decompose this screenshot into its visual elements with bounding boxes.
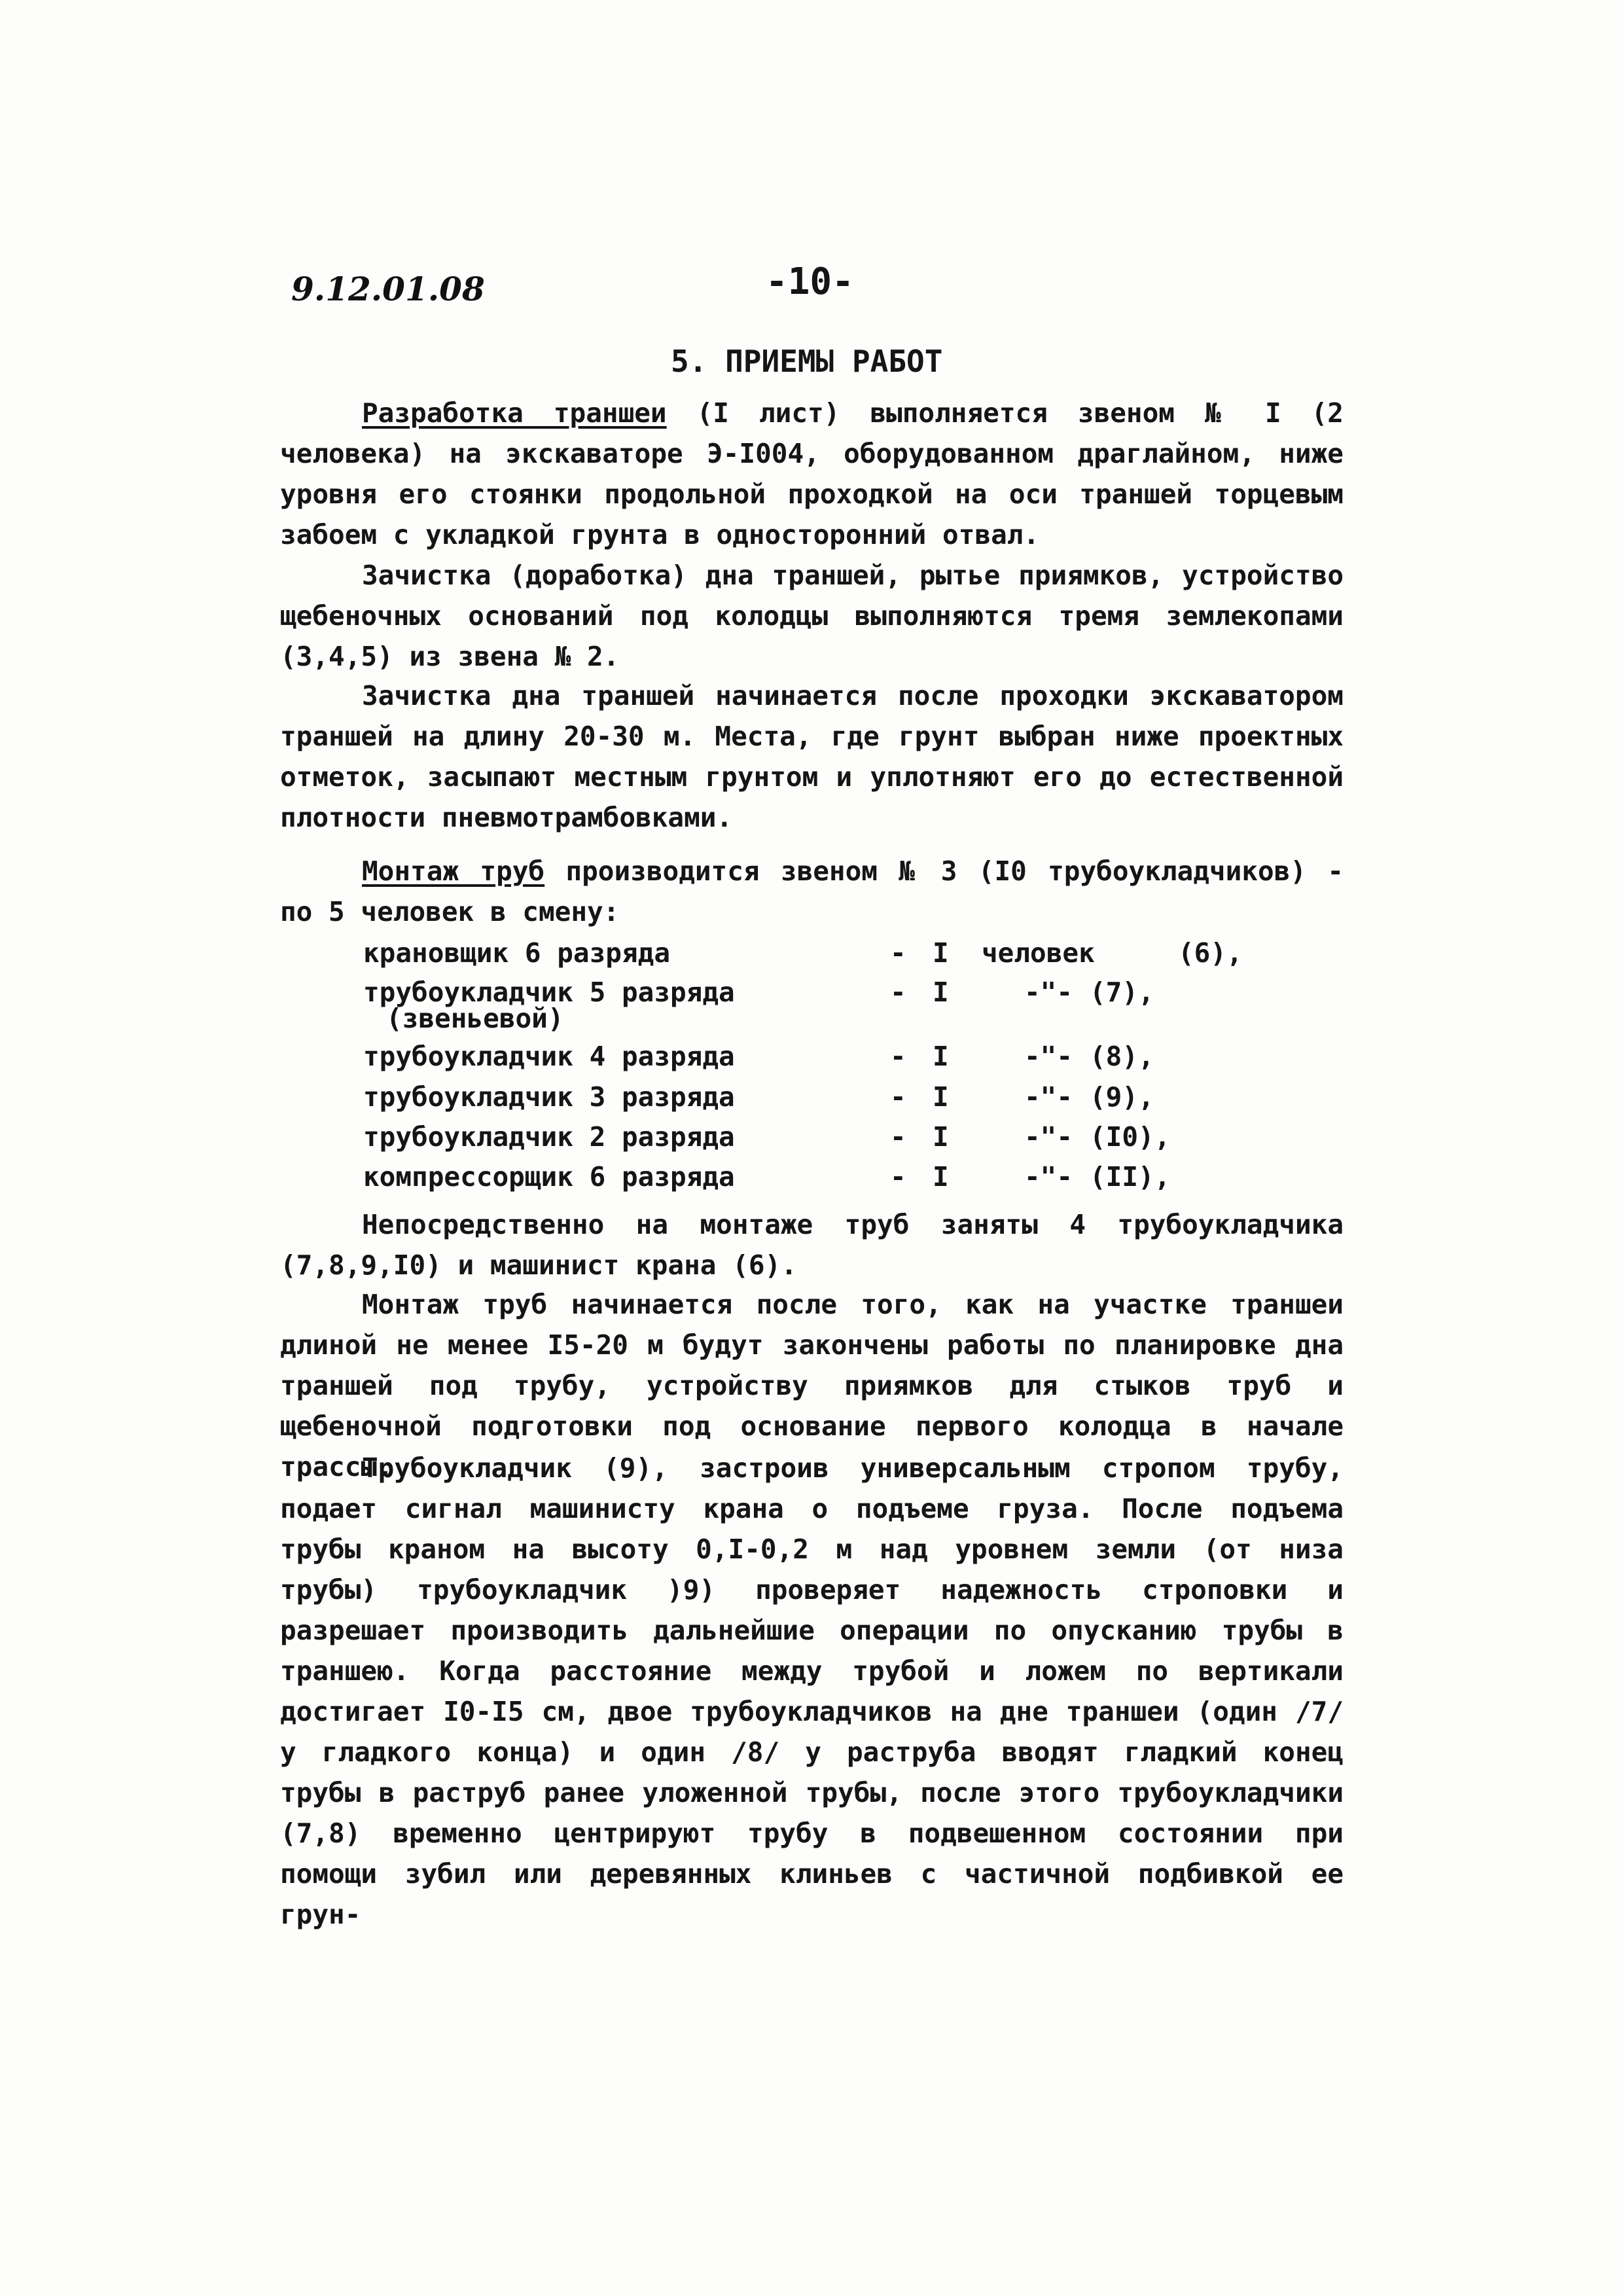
crew-index: (8), — [1090, 1041, 1154, 1072]
crew-count: I — [933, 1121, 949, 1153]
document-code: 9.12.01.08 — [291, 270, 485, 308]
crew-position: трубоукладчик 4 разряда — [363, 1041, 735, 1072]
crew-dash: - — [890, 1121, 906, 1153]
paragraph-text: Непосредственно на монтаже труб заняты 4 трубоукладчика (7,8,9,I0) и машинист крана (6). — [280, 1209, 1344, 1281]
paragraph-pipe-lowering — [280, 1448, 1344, 1935]
crew-index: (II), — [1090, 1161, 1171, 1193]
crew-dash: - — [890, 1041, 906, 1072]
crew-count: I — [933, 1161, 949, 1193]
crew-unit: -"- — [1024, 1161, 1073, 1193]
crew-unit: -"- — [1024, 1081, 1073, 1113]
crew-unit: -"- — [1024, 977, 1073, 1008]
crew-position: трубоукладчик 2 разряда — [363, 1121, 735, 1153]
crew-count: I — [933, 1081, 949, 1113]
crew-index: (9), — [1090, 1081, 1154, 1113]
crew-index: (7), — [1090, 977, 1154, 1008]
crew-index: (I0), — [1090, 1121, 1171, 1153]
crew-dash: - — [890, 1161, 906, 1193]
paragraph-pipe-installation — [280, 851, 1344, 932]
crew-position: крановщик 6 разряда — [363, 937, 670, 969]
crew-position: трубоукладчик 3 разряда — [363, 1081, 735, 1113]
paragraph-text: производится звеном № 3 (I0 трубоукладчиков) - по 5 человек в смену: — [280, 855, 1344, 927]
paragraph-cleaning-start — [280, 675, 1344, 838]
paragraph-text: Монтаж труб начинается после того, как на участке траншеи длиной не менее I5-20 м будут закончены работы по планировке дна траншей под трубу, устройству приямков для стыков труб и щебеночной подготовки под основание первого колодца в начале трассы. — [280, 1289, 1344, 1482]
crew-note: (звеньевой) — [386, 1003, 564, 1034]
paragraph-text: Зачистка дна траншей начинается после проходки экскаватором траншей на длину 20-30 м. Места, где грунт выбран ниже проектных отметок, засыпают местным грунтом и уплотняют его до естественной плотности пневмотрамбовками. — [280, 680, 1344, 833]
crew-count: I — [933, 1041, 949, 1072]
page-number: -10- — [766, 260, 854, 303]
crew-count: I — [933, 977, 949, 1008]
paragraph-trench-excavation — [280, 393, 1344, 555]
crew-unit: человек — [982, 937, 1095, 969]
crew-position: трубоукладчик 5 разряда — [363, 977, 735, 1008]
paragraph-text: Зачистка (доработка) дна траншей, рытье приямков, устройство щебеночных оснований под колодцы выполняются тремя землекопами (3,4,5) из звена № 2. — [280, 560, 1344, 672]
crew-unit: -"- — [1024, 1041, 1073, 1072]
crew-dash: - — [890, 977, 906, 1008]
paragraph-trench-cleaning — [280, 555, 1344, 677]
paragraph-text: (I лист) выполняется звеном № I (2 человека) на экскаваторе Э-I004, оборудованном драглайном, ниже уровня его стоянки продольной проходкой на оси траншей торцевым забоем с укладкой грунта в односторонний отвал. — [280, 397, 1344, 550]
paragraph-text: Трубоукладчик (9), застроив универсальным стропом трубу, подает сигнал машинисту крана о подъеме груза. После подъема трубы краном на высоту 0,I-0,2 м над уровнем земли (от низа трубы) трубоукладчик )9) проверяет надежность строповки и разрешает производить дальнейшие операции по опусканию трубы в траншею. Когда расстояние между трубой и ложем по вертикали достигает I0-I5 см, двое трубоукладчиков на дне траншеи (один /7/ у гладкого конца) и один /8/ у раструба вводят гладкий конец трубы в раструб ранее уложенной трубы, после этого трубоукладчики (7,8) временно центрируют трубу в подвешенном состоянии при помощи зубил или деревянных клиньев с частичной подбивкой ее грун- — [280, 1452, 1344, 1930]
crew-dash: - — [890, 937, 906, 969]
paragraph-lead-underlined: Монтаж труб — [362, 855, 545, 887]
paragraph-lead-underlined: Разработка траншеи — [362, 397, 667, 429]
section-title: 5. ПРИЕМЫ РАБОТ — [671, 344, 943, 379]
crew-dash: - — [890, 1081, 906, 1113]
crew-unit: -"- — [1024, 1121, 1073, 1153]
paragraph-direct-installation — [280, 1204, 1344, 1285]
crew-count: I — [933, 937, 949, 969]
crew-index: (6), — [1178, 937, 1243, 969]
crew-position: компрессорщик 6 разряда — [363, 1161, 735, 1193]
